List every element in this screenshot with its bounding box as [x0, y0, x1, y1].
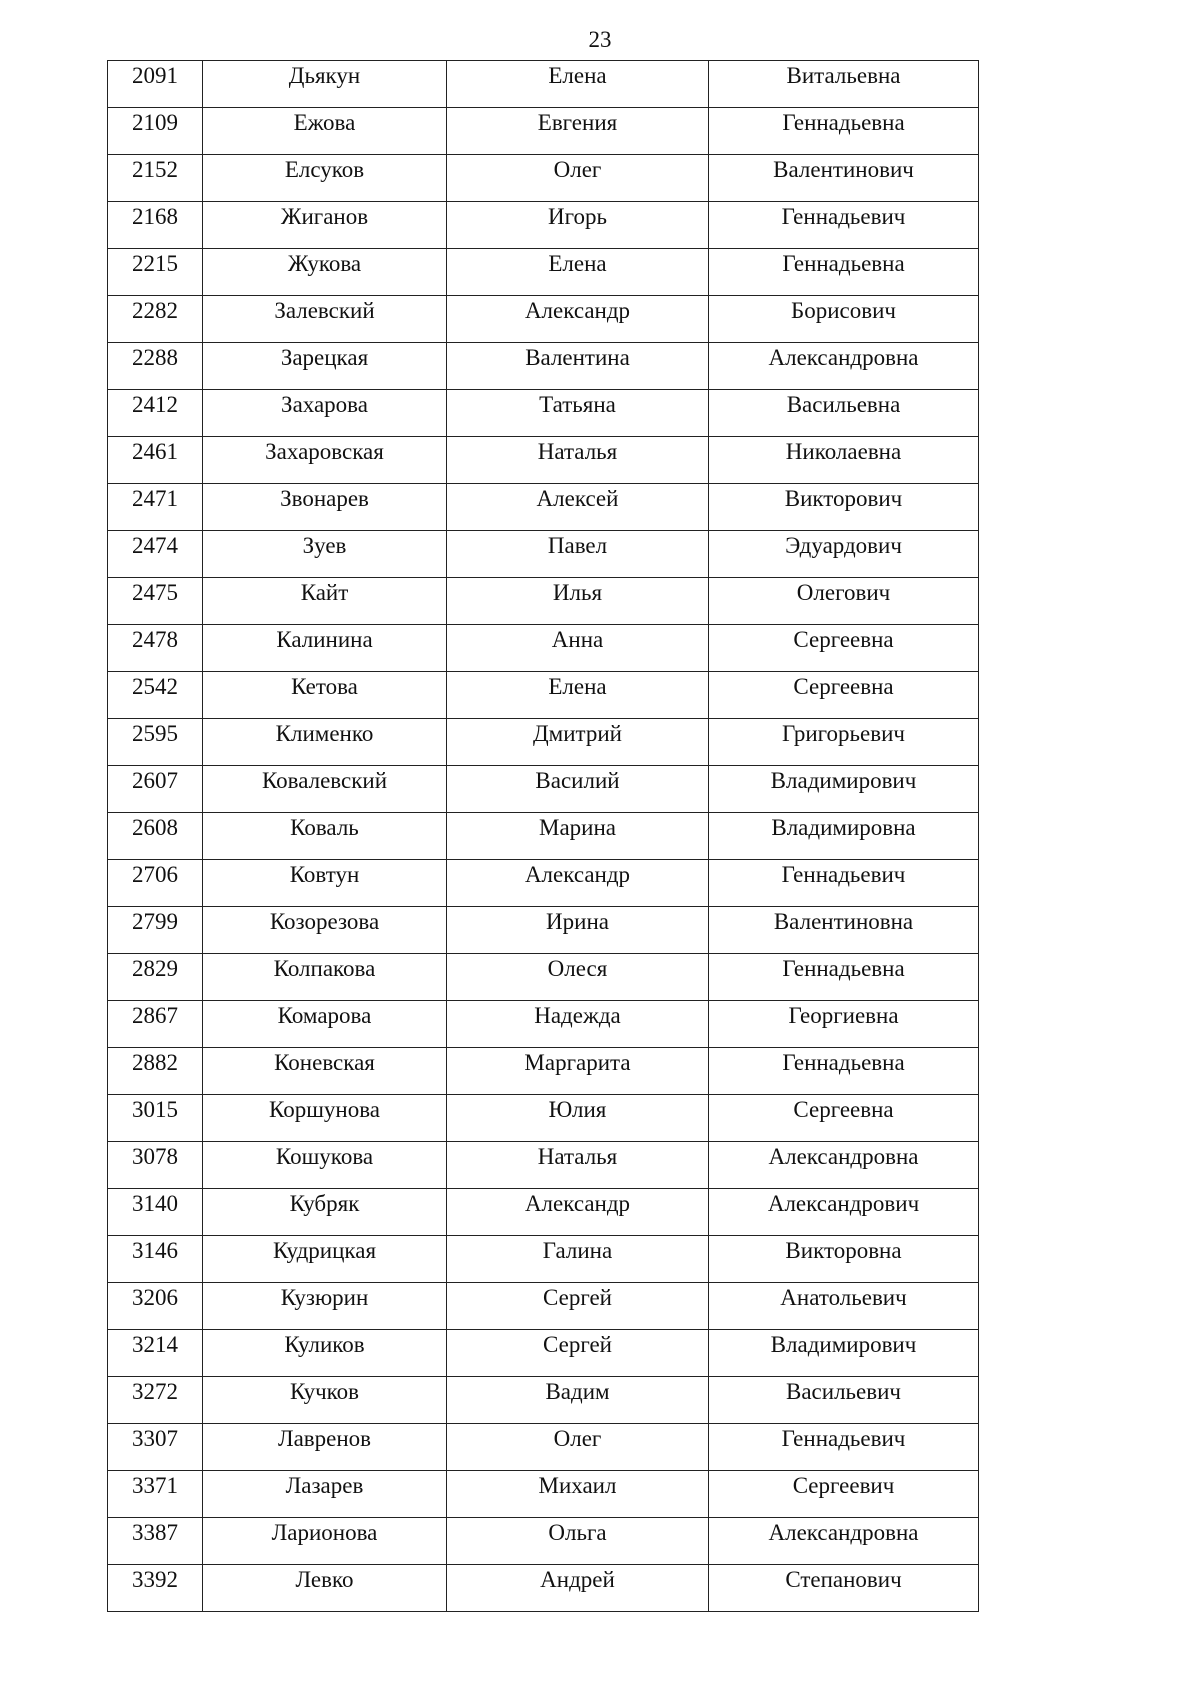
table-row: [108, 61, 979, 108]
first-name-cell: Галина: [447, 1236, 709, 1283]
record-number-cell: 3392: [108, 1565, 203, 1612]
record-number-cell: 3078: [108, 1142, 203, 1189]
table-row: [108, 202, 979, 249]
record-number-cell: 2478: [108, 625, 203, 672]
table-row: [108, 1189, 979, 1236]
first-name-cell: Наталья: [447, 437, 709, 484]
first-name-cell: Дмитрий: [447, 719, 709, 766]
patronymic-cell: Геннадьевич: [709, 1424, 979, 1471]
table-row: [108, 954, 979, 1001]
table-row: [108, 108, 979, 155]
last-name-cell: Коршунова: [203, 1095, 447, 1142]
table-row: [108, 296, 979, 343]
first-name-cell: Олег: [447, 1424, 709, 1471]
table-row: [108, 1330, 979, 1377]
last-name-cell: Дьякун: [203, 61, 447, 108]
patronymic-cell: Геннадьевна: [709, 249, 979, 296]
table-row: [108, 1518, 979, 1565]
record-number-cell: 3307: [108, 1424, 203, 1471]
table-row: [108, 343, 979, 390]
table-row: [108, 625, 979, 672]
first-name-cell: Елена: [447, 249, 709, 296]
patronymic-cell: Геннадьевич: [709, 860, 979, 907]
table-row: [108, 1001, 979, 1048]
patronymic-cell: Георгиевна: [709, 1001, 979, 1048]
record-number-cell: 2608: [108, 813, 203, 860]
record-number-cell: 3015: [108, 1095, 203, 1142]
last-name-cell: Елсуков: [203, 155, 447, 202]
patronymic-cell: Геннадьевич: [709, 202, 979, 249]
last-name-cell: Калинина: [203, 625, 447, 672]
last-name-cell: Жукова: [203, 249, 447, 296]
record-number-cell: 3214: [108, 1330, 203, 1377]
last-name-cell: Жиганов: [203, 202, 447, 249]
first-name-cell: Андрей: [447, 1565, 709, 1612]
patronymic-cell: Эдуардович: [709, 531, 979, 578]
last-name-cell: Кубряк: [203, 1189, 447, 1236]
last-name-cell: Зуев: [203, 531, 447, 578]
first-name-cell: Наталья: [447, 1142, 709, 1189]
table-row: [108, 484, 979, 531]
last-name-cell: Ковтун: [203, 860, 447, 907]
record-number-cell: 2152: [108, 155, 203, 202]
record-number-cell: 2475: [108, 578, 203, 625]
last-name-cell: Ларионова: [203, 1518, 447, 1565]
last-name-cell: Козорезова: [203, 907, 447, 954]
last-name-cell: Кетова: [203, 672, 447, 719]
first-name-cell: Илья: [447, 578, 709, 625]
table-row: [108, 1236, 979, 1283]
last-name-cell: Зарецкая: [203, 343, 447, 390]
table-row: [108, 249, 979, 296]
patronymic-cell: Геннадьевна: [709, 1048, 979, 1095]
last-name-cell: Левко: [203, 1565, 447, 1612]
first-name-cell: Олег: [447, 155, 709, 202]
table-row: [108, 1048, 979, 1095]
table-row: [108, 1142, 979, 1189]
first-name-cell: Михаил: [447, 1471, 709, 1518]
table-row: [108, 531, 979, 578]
last-name-cell: Комарова: [203, 1001, 447, 1048]
patronymic-cell: Анатольевич: [709, 1283, 979, 1330]
table-row: [108, 1471, 979, 1518]
last-name-cell: Захарова: [203, 390, 447, 437]
last-name-cell: Коневская: [203, 1048, 447, 1095]
last-name-cell: Кузюрин: [203, 1283, 447, 1330]
first-name-cell: Олеся: [447, 954, 709, 1001]
first-name-cell: Евгения: [447, 108, 709, 155]
first-name-cell: Алексей: [447, 484, 709, 531]
record-number-cell: 3371: [108, 1471, 203, 1518]
record-number-cell: 2091: [108, 61, 203, 108]
record-number-cell: 2461: [108, 437, 203, 484]
first-name-cell: Валентина: [447, 343, 709, 390]
patronymic-cell: Викторович: [709, 484, 979, 531]
last-name-cell: Залевский: [203, 296, 447, 343]
last-name-cell: Лавренов: [203, 1424, 447, 1471]
table-row: [108, 1095, 979, 1142]
patronymic-cell: Степанович: [709, 1565, 979, 1612]
record-number-cell: 2412: [108, 390, 203, 437]
table-row: [108, 1283, 979, 1330]
last-name-cell: Клименко: [203, 719, 447, 766]
patronymic-cell: Владимирович: [709, 766, 979, 813]
patronymic-cell: Сергеевна: [709, 1095, 979, 1142]
first-name-cell: Марина: [447, 813, 709, 860]
patronymic-cell: Викторовна: [709, 1236, 979, 1283]
first-name-cell: Сергей: [447, 1283, 709, 1330]
last-name-cell: Куликов: [203, 1330, 447, 1377]
record-number-cell: 2215: [108, 249, 203, 296]
table-row: [108, 1377, 979, 1424]
first-name-cell: Елена: [447, 672, 709, 719]
patronymic-cell: Григорьевич: [709, 719, 979, 766]
first-name-cell: Юлия: [447, 1095, 709, 1142]
first-name-cell: Василий: [447, 766, 709, 813]
page-number: 23: [588, 27, 612, 52]
patronymic-cell: Борисович: [709, 296, 979, 343]
patronymic-cell: Сергеевна: [709, 625, 979, 672]
roster-body: [108, 61, 979, 1612]
last-name-cell: Коваль: [203, 813, 447, 860]
table-row: [108, 437, 979, 484]
last-name-cell: Ковалевский: [203, 766, 447, 813]
patronymic-cell: Александровна: [709, 1142, 979, 1189]
last-name-cell: Кошукова: [203, 1142, 447, 1189]
patronymic-cell: Валентиновна: [709, 907, 979, 954]
record-number-cell: 3206: [108, 1283, 203, 1330]
first-name-cell: Анна: [447, 625, 709, 672]
table-row: [108, 390, 979, 437]
last-name-cell: Захаровская: [203, 437, 447, 484]
table-row: [108, 860, 979, 907]
patronymic-cell: Геннадьевна: [709, 108, 979, 155]
patronymic-cell: Васильевич: [709, 1377, 979, 1424]
record-number-cell: 3272: [108, 1377, 203, 1424]
record-number-cell: 2471: [108, 484, 203, 531]
first-name-cell: Ирина: [447, 907, 709, 954]
last-name-cell: Колпакова: [203, 954, 447, 1001]
first-name-cell: Игорь: [447, 202, 709, 249]
record-number-cell: 2168: [108, 202, 203, 249]
table-row: [108, 672, 979, 719]
table-row: [108, 155, 979, 202]
patronymic-cell: Николаевна: [709, 437, 979, 484]
patronymic-cell: Александровна: [709, 343, 979, 390]
patronymic-cell: Витальевна: [709, 61, 979, 108]
roster-table: [107, 60, 979, 1612]
record-number-cell: 2595: [108, 719, 203, 766]
record-number-cell: 2799: [108, 907, 203, 954]
first-name-cell: Сергей: [447, 1330, 709, 1377]
table-row: [108, 766, 979, 813]
record-number-cell: 2607: [108, 766, 203, 813]
record-number-cell: 2282: [108, 296, 203, 343]
first-name-cell: Александр: [447, 860, 709, 907]
record-number-cell: 3387: [108, 1518, 203, 1565]
first-name-cell: Елена: [447, 61, 709, 108]
first-name-cell: Павел: [447, 531, 709, 578]
last-name-cell: Кудрицкая: [203, 1236, 447, 1283]
record-number-cell: 2288: [108, 343, 203, 390]
record-number-cell: 2474: [108, 531, 203, 578]
table-row: [108, 578, 979, 625]
first-name-cell: Александр: [447, 296, 709, 343]
record-number-cell: 2706: [108, 860, 203, 907]
first-name-cell: Маргарита: [447, 1048, 709, 1095]
patronymic-cell: Владимировна: [709, 813, 979, 860]
last-name-cell: Звонарев: [203, 484, 447, 531]
first-name-cell: Вадим: [447, 1377, 709, 1424]
record-number-cell: 3146: [108, 1236, 203, 1283]
table-row: [108, 813, 979, 860]
table-row: [108, 719, 979, 766]
table-row: [108, 907, 979, 954]
first-name-cell: Ольга: [447, 1518, 709, 1565]
record-number-cell: 3140: [108, 1189, 203, 1236]
record-number-cell: 2109: [108, 108, 203, 155]
record-number-cell: 2542: [108, 672, 203, 719]
first-name-cell: Надежда: [447, 1001, 709, 1048]
first-name-cell: Александр: [447, 1189, 709, 1236]
patronymic-cell: Александровна: [709, 1518, 979, 1565]
patronymic-cell: Сергеевна: [709, 672, 979, 719]
last-name-cell: Лазарев: [203, 1471, 447, 1518]
patronymic-cell: Олегович: [709, 578, 979, 625]
record-number-cell: 2829: [108, 954, 203, 1001]
table-row: [108, 1424, 979, 1471]
patronymic-cell: Александрович: [709, 1189, 979, 1236]
patronymic-cell: Валентинович: [709, 155, 979, 202]
last-name-cell: Кучков: [203, 1377, 447, 1424]
patronymic-cell: Васильевна: [709, 390, 979, 437]
last-name-cell: Кайт: [203, 578, 447, 625]
patronymic-cell: Владимирович: [709, 1330, 979, 1377]
record-number-cell: 2882: [108, 1048, 203, 1095]
table-row: [108, 1565, 979, 1612]
last-name-cell: Ежова: [203, 108, 447, 155]
patronymic-cell: Геннадьевна: [709, 954, 979, 1001]
first-name-cell: Татьяна: [447, 390, 709, 437]
patronymic-cell: Сергеевич: [709, 1471, 979, 1518]
record-number-cell: 2867: [108, 1001, 203, 1048]
